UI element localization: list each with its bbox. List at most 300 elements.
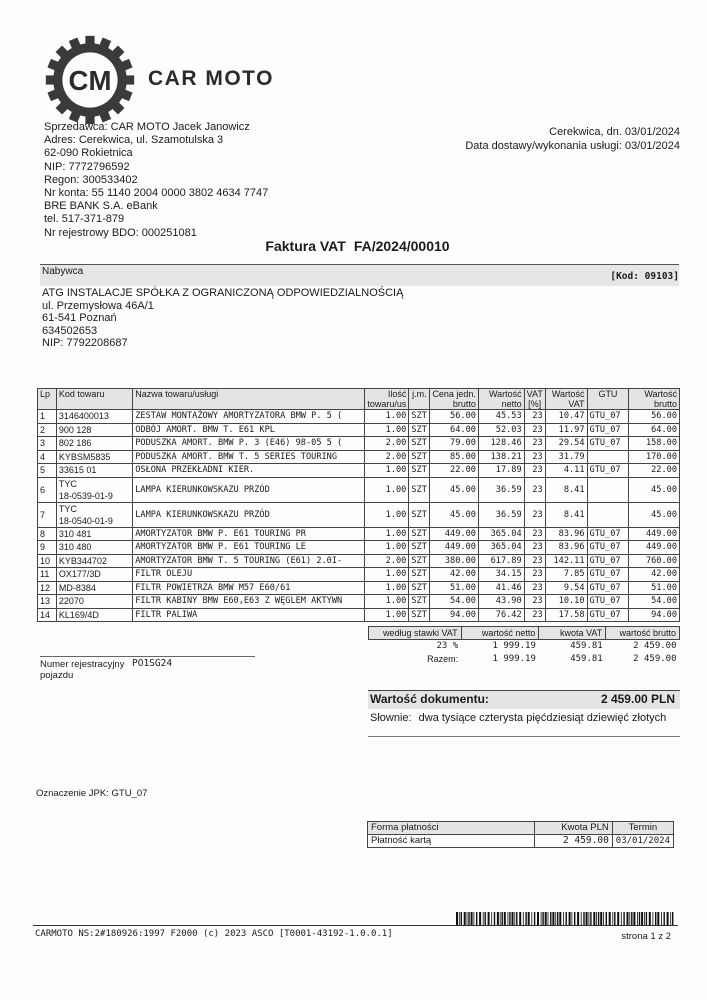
cell-ilosc: 1.00 xyxy=(365,410,409,424)
barcode-bar xyxy=(606,912,607,926)
cell-vat: 23 xyxy=(524,595,545,609)
barcode-bar xyxy=(653,912,654,926)
cell-gtu xyxy=(587,477,629,502)
barcode-bar xyxy=(637,912,638,926)
barcode-bar xyxy=(612,912,613,926)
cell-netto: 365.04 xyxy=(478,541,524,555)
cell-lp: 12 xyxy=(38,581,57,595)
footer-text: CARMOTO NS:2#180926:1997 F2000 (c) 2023 ASCO [T0001-43192-1.0.0.1] xyxy=(35,929,393,939)
cell-cena: 22.00 xyxy=(430,464,479,478)
cell-netto: 36.59 xyxy=(478,502,524,527)
barcode-bar xyxy=(572,912,573,926)
cell-lp: 3 xyxy=(38,437,57,451)
barcode-bar xyxy=(500,912,501,926)
words-value: dwa tysiące czterysta pięćdziesiąt dziewięć złotych xyxy=(418,712,667,724)
barcode-bar xyxy=(528,912,530,926)
barcode-bar xyxy=(596,912,597,926)
cell-wvat: 10.47 xyxy=(545,410,587,424)
cell-cena: 380.00 xyxy=(430,554,479,568)
cell-gtu xyxy=(587,502,629,527)
barcode-bar xyxy=(590,912,591,926)
col-kod: Kod towaru xyxy=(56,389,132,410)
cell-brutto: 56.00 xyxy=(629,410,680,424)
cell-jm: SZT xyxy=(409,541,430,555)
seller-line: BRE BANK S.A. eBank xyxy=(44,200,158,213)
table-row xyxy=(38,450,680,464)
cell-kod-line: 18-0539-01-9 xyxy=(58,490,113,501)
cell-vat: 23 xyxy=(524,527,545,541)
cell-nazwa: AMORTYZATOR BMW P. E61 TOURING LE xyxy=(133,541,365,555)
cell-kod: 900 128 xyxy=(56,423,132,437)
cell-cena: 79.00 xyxy=(430,437,479,451)
barcode-bar xyxy=(548,912,549,926)
cell-vat: 23 xyxy=(524,502,545,527)
jpk-label: Oznaczenie JPK: GTU_07 xyxy=(36,788,148,799)
cell-ilosc: 2.00 xyxy=(365,554,409,568)
payment-header-row xyxy=(368,822,674,835)
barcode-bar xyxy=(552,912,554,926)
barcode-bar xyxy=(476,912,477,926)
cell-cena: 42.00 xyxy=(430,568,479,582)
cell-ilosc: 1.00 xyxy=(365,595,409,609)
barcode-bar xyxy=(557,912,558,926)
cell-kod: OX177/3D xyxy=(56,568,132,582)
buyer-code: [Kod: 09103] xyxy=(610,271,679,282)
cell-brutto: 42.00 xyxy=(629,568,680,582)
cell-gtu xyxy=(587,450,629,464)
table-row xyxy=(38,608,680,622)
barcode-bar xyxy=(541,912,542,926)
seller-line: Nr rejestrowy BDO: 000251081 xyxy=(44,226,197,239)
summary-total-row xyxy=(369,653,680,666)
seller-line: NIP: 7772796592 xyxy=(44,160,130,173)
amount-in-words xyxy=(370,712,666,724)
summary-header: wartość netto xyxy=(461,627,539,640)
document-value: 2 459.00 PLN xyxy=(600,692,675,706)
cell-wvat: 8.41 xyxy=(545,477,587,502)
cell-jm: SZT xyxy=(409,477,430,502)
page-number: strona 1 z 2 xyxy=(621,931,671,942)
buyer-line: ATG INSTALACJE SPÓŁKA Z OGRANICZONĄ ODPOWIEDZIALNOŚCIĄ xyxy=(42,287,404,299)
cell-ilosc: 1.00 xyxy=(365,568,409,582)
cell-vat: 23 xyxy=(524,464,545,478)
cell-cena: 85.00 xyxy=(430,450,479,464)
cell-brutto: 54.00 xyxy=(629,595,680,609)
car-moto-logo xyxy=(44,34,136,126)
barcode-bar xyxy=(459,912,460,926)
barcode-bar xyxy=(598,912,599,926)
payment-table xyxy=(367,821,674,848)
barcode-bar xyxy=(577,912,579,926)
summary-total-brutto: 2 459.00 xyxy=(633,654,677,664)
barcode-bar xyxy=(461,912,462,926)
cell-vat: 23 xyxy=(524,581,545,595)
cell-nazwa: PODUSZKA AMORT. BMW T. 5 SERIES TOURING xyxy=(133,450,365,464)
cell-gtu: GTU_07 xyxy=(587,437,629,451)
barcode-bar xyxy=(593,912,595,926)
cell-jm: SZT xyxy=(409,568,430,582)
cell-netto: 45.53 xyxy=(478,410,524,424)
barcode-bar xyxy=(623,912,624,926)
cell-jm: SZT xyxy=(409,502,430,527)
cell-brutto: 760.00 xyxy=(629,554,680,568)
barcode-bar xyxy=(542,912,543,926)
payment-method: Płatność kartą xyxy=(368,835,535,848)
cell-lp: 8 xyxy=(38,527,57,541)
cell-nazwa: PODUSZKA AMORT. BMW P. 3 (E46) 98-05 5 ( xyxy=(133,437,365,451)
table-row xyxy=(38,568,680,582)
cell-wvat: 83.96 xyxy=(545,527,587,541)
cell-brutto: 45.00 xyxy=(629,477,680,502)
barcode-bar xyxy=(555,912,556,926)
cell-netto: 34.15 xyxy=(478,568,524,582)
buyer-line: NIP: 7792208687 xyxy=(42,337,128,350)
cell-vat: 23 xyxy=(524,477,545,502)
cell-cena: 94.00 xyxy=(430,608,479,622)
cell-brutto: 449.00 xyxy=(629,541,680,555)
words-label: Słownie: xyxy=(370,712,412,724)
table-row xyxy=(38,554,680,568)
cell-wvat: 7.85 xyxy=(545,568,587,582)
barcode-bar xyxy=(574,912,575,926)
footer-divider xyxy=(33,925,678,926)
cell-netto: 76.42 xyxy=(478,608,524,622)
issue-date: Cerekwica, dn. 03/01/2024 xyxy=(549,126,680,138)
cell-kod: 22070 xyxy=(56,595,132,609)
table-row xyxy=(38,464,680,478)
summary-total-label: Razem: xyxy=(427,654,459,664)
barcode-bar xyxy=(641,912,643,926)
barcode-bar xyxy=(631,912,632,926)
barcode-bar xyxy=(497,912,499,926)
cell-ilosc: 1.00 xyxy=(365,581,409,595)
summary-brutto: 2 459.00 xyxy=(633,641,677,652)
cell-ilosc: 1.00 xyxy=(365,423,409,437)
payment-header: Kwota PLN xyxy=(535,822,613,835)
cell-kod: KYBSM5835 xyxy=(56,450,132,464)
table-row xyxy=(38,410,680,424)
barcode-bar xyxy=(519,912,521,926)
invoice-type: Faktura VAT xyxy=(265,238,346,254)
buyer-label: Nabywca xyxy=(42,266,84,277)
cell-jm: SZT xyxy=(409,581,430,595)
barcode-bar xyxy=(531,912,532,926)
cell-wvat: 31.79 xyxy=(545,450,587,464)
cell-netto: 138.21 xyxy=(478,450,524,464)
barcode-bar xyxy=(661,912,662,926)
cell-kod: MD-8384 xyxy=(56,581,132,595)
barcode-bar xyxy=(667,912,669,926)
table-row xyxy=(38,595,680,609)
barcode-bar xyxy=(633,912,635,926)
cell-brutto: 51.00 xyxy=(629,581,680,595)
summary-header-row xyxy=(369,627,680,640)
cell-nazwa: ZESTAW MONTAŻOWY AMORTYZATORA BMW P. 5 ( xyxy=(133,410,365,424)
barcode-bar xyxy=(483,912,484,926)
cell-ilosc: 2.00 xyxy=(365,437,409,451)
summary-total-vat: 459.81 xyxy=(570,654,603,664)
barcode-bar xyxy=(644,912,645,926)
cell-lp: 10 xyxy=(38,554,57,568)
cell-nazwa: FILTR POWIETRZA BMW M57 E60/61 xyxy=(133,581,365,595)
seller-line: Sprzedawca: CAR MOTO Jacek Janowicz xyxy=(44,121,250,133)
cell-vat: 23 xyxy=(524,450,545,464)
cell-netto: 17.89 xyxy=(478,464,524,478)
cell-vat: 23 xyxy=(524,410,545,424)
invoice-title xyxy=(0,238,707,254)
delivery-date: Data dostawy/wykonania usługi: 03/01/2024 xyxy=(465,140,680,152)
cell-netto: 617.89 xyxy=(478,554,524,568)
barcode-bar xyxy=(523,912,524,926)
table-row xyxy=(38,477,680,502)
barcode-bar xyxy=(586,912,588,926)
cell-lp: 7 xyxy=(38,502,57,527)
buyer-header-bar xyxy=(40,264,679,286)
payment-header: Forma płatności xyxy=(368,822,535,835)
cell-ilosc: 1.00 xyxy=(365,608,409,622)
cell-brutto: 170.00 xyxy=(629,450,680,464)
items-table xyxy=(37,388,680,622)
barcode-bar xyxy=(629,912,630,926)
col-netto: Wartość netto xyxy=(478,389,524,410)
dates-block xyxy=(465,125,680,153)
cell-gtu: GTU_07 xyxy=(587,568,629,582)
table-row xyxy=(38,541,680,555)
summary-total-netto: 1 999.19 xyxy=(492,654,536,664)
barcode-bar xyxy=(581,912,582,926)
col-vat: VAT [%] xyxy=(524,389,545,410)
cell-kod-line: 18-0540-01-9 xyxy=(58,515,113,526)
payment-amount: 2 459.00 xyxy=(535,835,613,848)
barcode-bar xyxy=(502,912,503,926)
cell-brutto: 45.00 xyxy=(629,502,680,527)
buyer-block xyxy=(42,287,403,350)
barcode-bar xyxy=(488,912,490,926)
cell-kod-line: TYC xyxy=(58,478,77,489)
cell-nazwa: OSŁONA PRZEKŁADNI KIER. xyxy=(133,464,365,478)
cell-brutto: 158.00 xyxy=(629,437,680,451)
barcode-bar xyxy=(627,912,629,926)
cell-cena: 449.00 xyxy=(430,541,479,555)
barcode-bar xyxy=(456,912,458,926)
barcode-bar xyxy=(474,912,475,926)
registration-value: PO1SG24 xyxy=(132,658,173,669)
cell-jm: SZT xyxy=(409,527,430,541)
cell-cena: 449.00 xyxy=(430,527,479,541)
cell-gtu: GTU_07 xyxy=(587,527,629,541)
barcode-bar xyxy=(508,912,509,926)
barcode-bar xyxy=(589,912,590,926)
cell-gtu: GTU_07 xyxy=(587,423,629,437)
cell-kod: KYB344702 xyxy=(56,554,132,568)
barcode-bar xyxy=(504,912,506,926)
cell-cena: 45.00 xyxy=(430,502,479,527)
cell-cena: 51.00 xyxy=(430,581,479,595)
cell-gtu: GTU_07 xyxy=(587,410,629,424)
barcode-bar xyxy=(646,912,647,926)
barcode-bar xyxy=(617,912,619,926)
cell-gtu: GTU_07 xyxy=(587,608,629,622)
table-row xyxy=(38,502,680,527)
cell-kod: KL169/4D xyxy=(56,608,132,622)
cell-lp: 6 xyxy=(38,477,57,502)
cell-jm: SZT xyxy=(409,464,430,478)
col-ilosc: Ilość towaru/us xyxy=(365,389,409,410)
table-row xyxy=(38,423,680,437)
cell-lp: 1 xyxy=(38,410,57,424)
barcode-bar xyxy=(609,912,611,926)
cell-nazwa: LAMPA KIERUNKOWSKAZU PRZÓD xyxy=(133,477,365,502)
cell-gtu: GTU_07 xyxy=(587,554,629,568)
cell-vat: 23 xyxy=(524,608,545,622)
cell-wvat: 4.11 xyxy=(545,464,587,478)
cell-cena: 56.00 xyxy=(430,410,479,424)
barcode-bar xyxy=(494,912,495,926)
table-row xyxy=(38,581,680,595)
barcode-bar xyxy=(516,912,517,926)
barcode-bar xyxy=(559,912,561,926)
table-header-row xyxy=(38,389,680,410)
cell-lp: 14 xyxy=(38,608,57,622)
cell-jm: SZT xyxy=(409,437,430,451)
seller-line: Regon: 300533402 xyxy=(44,173,138,186)
cell-gtu: GTU_07 xyxy=(587,595,629,609)
col-lp: Lp xyxy=(38,389,57,410)
barcode-bar xyxy=(566,912,567,926)
cell-vat: 23 xyxy=(524,437,545,451)
cell-ilosc: 1.00 xyxy=(365,464,409,478)
cell-kod xyxy=(56,502,132,527)
cell-cena: 54.00 xyxy=(430,595,479,609)
cell-wvat: 83.96 xyxy=(545,541,587,555)
cell-kod-line: TYC xyxy=(58,503,77,514)
cell-lp: 5 xyxy=(38,464,57,478)
col-brutto: Wartość brutto xyxy=(629,389,680,410)
barcode-bar xyxy=(491,912,492,926)
barcode-bar xyxy=(468,912,469,926)
barcode-bar xyxy=(471,912,473,926)
barcode-bar xyxy=(664,912,665,926)
barcode-bar xyxy=(621,912,622,926)
cell-jm: SZT xyxy=(409,410,430,424)
summary-vat: 459.81 xyxy=(570,641,603,652)
cell-cena: 64.00 xyxy=(430,423,479,437)
col-cena: Cena jedn. brutto xyxy=(430,389,479,410)
cell-netto: 36.59 xyxy=(478,477,524,502)
cell-ilosc: 1.00 xyxy=(365,477,409,502)
seller-line: 62-090 Rokietnica xyxy=(44,147,133,160)
cell-nazwa: FILTR OLEJU xyxy=(133,568,365,582)
barcode-bar xyxy=(512,912,514,926)
barcode-bar xyxy=(509,912,510,926)
cell-nazwa: FILTR KABINY BMW E60,E63 Z WĘGLEM AKTYWN xyxy=(133,595,365,609)
barcode-bar xyxy=(563,912,564,926)
cell-netto: 52.03 xyxy=(478,423,524,437)
cell-wvat: 142.11 xyxy=(545,554,587,568)
barcode xyxy=(456,912,676,926)
cell-netto: 41.46 xyxy=(478,581,524,595)
cell-kod: 3146400013 xyxy=(56,410,132,424)
seller-line: Nr konta: 55 1140 2004 0000 3802 4634 7747 xyxy=(44,187,269,200)
barcode-bar xyxy=(485,912,486,926)
barcode-bar xyxy=(534,912,535,926)
cell-netto: 128.46 xyxy=(478,437,524,451)
cell-lp: 13 xyxy=(38,595,57,609)
cell-nazwa: LAMPA KIERUNKOWSKAZU PRZÓD xyxy=(133,502,365,527)
invoice-number: FA/2024/00010 xyxy=(353,238,450,254)
cell-nazwa: AMORTYZATOR BMW P. E61 TOURING PR xyxy=(133,527,365,541)
cell-netto: 43.90 xyxy=(478,595,524,609)
cell-vat: 23 xyxy=(524,554,545,568)
cell-brutto: 94.00 xyxy=(629,608,680,622)
cell-kod: 802 186 xyxy=(56,437,132,451)
cell-gtu: GTU_07 xyxy=(587,541,629,555)
cell-wvat: 8.41 xyxy=(545,502,587,527)
divider xyxy=(368,736,680,737)
registration-label: Numer rejestracyjny pojazdu xyxy=(40,656,255,681)
barcode-bar xyxy=(545,912,547,926)
cell-wvat: 9.54 xyxy=(545,581,587,595)
barcode-bar xyxy=(600,912,602,926)
barcode-bar xyxy=(537,912,539,926)
cell-wvat: 11.97 xyxy=(545,423,587,437)
cell-lp: 2 xyxy=(38,423,57,437)
barcode-bar xyxy=(670,912,671,926)
col-wvat: Wartość VAT xyxy=(545,389,587,410)
seller-line: Adres: Cerekwica, ul. Szamotulska 3 xyxy=(44,134,224,147)
barcode-bar xyxy=(603,912,604,926)
barcode-bar xyxy=(672,912,673,926)
cell-jm: SZT xyxy=(409,608,430,622)
cell-lp: 11 xyxy=(38,568,57,582)
col-nazwa: Nazwa towaru/usługi xyxy=(133,389,365,410)
cell-kod xyxy=(56,477,132,502)
cell-wvat: 29.54 xyxy=(545,437,587,451)
cell-wvat: 10.10 xyxy=(545,595,587,609)
summary-header: wartość brutto xyxy=(606,627,680,640)
cell-vat: 23 xyxy=(524,423,545,437)
barcode-bar xyxy=(649,912,651,926)
summary-netto: 1 999.19 xyxy=(492,641,536,652)
cell-kod: 310 480 xyxy=(56,541,132,555)
payment-row xyxy=(368,835,674,848)
cell-gtu: GTU_07 xyxy=(587,464,629,478)
table-row xyxy=(38,437,680,451)
buyer-line: 634502653 xyxy=(42,324,98,337)
barcode-bar xyxy=(639,912,640,926)
summary-rate: 23 % xyxy=(436,641,459,652)
cell-nazwa: AMORTYZATOR BMW T. 5 TOURING (E61) 2.0I- xyxy=(133,554,365,568)
cell-ilosc: 1.00 xyxy=(365,502,409,527)
cell-brutto: 22.00 xyxy=(629,464,680,478)
barcode-bar xyxy=(550,912,551,926)
cell-ilosc: 2.00 xyxy=(365,450,409,464)
col-gtu: GTU xyxy=(587,389,629,410)
cell-vat: 23 xyxy=(524,568,545,582)
cell-brutto: 449.00 xyxy=(629,527,680,541)
cell-ilosc: 1.00 xyxy=(365,527,409,541)
table-row xyxy=(38,527,680,541)
barcode-bar xyxy=(479,912,481,926)
cell-cena: 45.00 xyxy=(430,477,479,502)
seller-line: tel. 517-371-879 xyxy=(44,213,125,226)
brand-name: CAR MOTO xyxy=(148,67,274,90)
cell-jm: SZT xyxy=(409,450,430,464)
cell-jm: SZT xyxy=(409,423,430,437)
cell-netto: 365.04 xyxy=(478,527,524,541)
cell-jm: SZT xyxy=(409,554,430,568)
barcode-bar xyxy=(583,912,584,926)
